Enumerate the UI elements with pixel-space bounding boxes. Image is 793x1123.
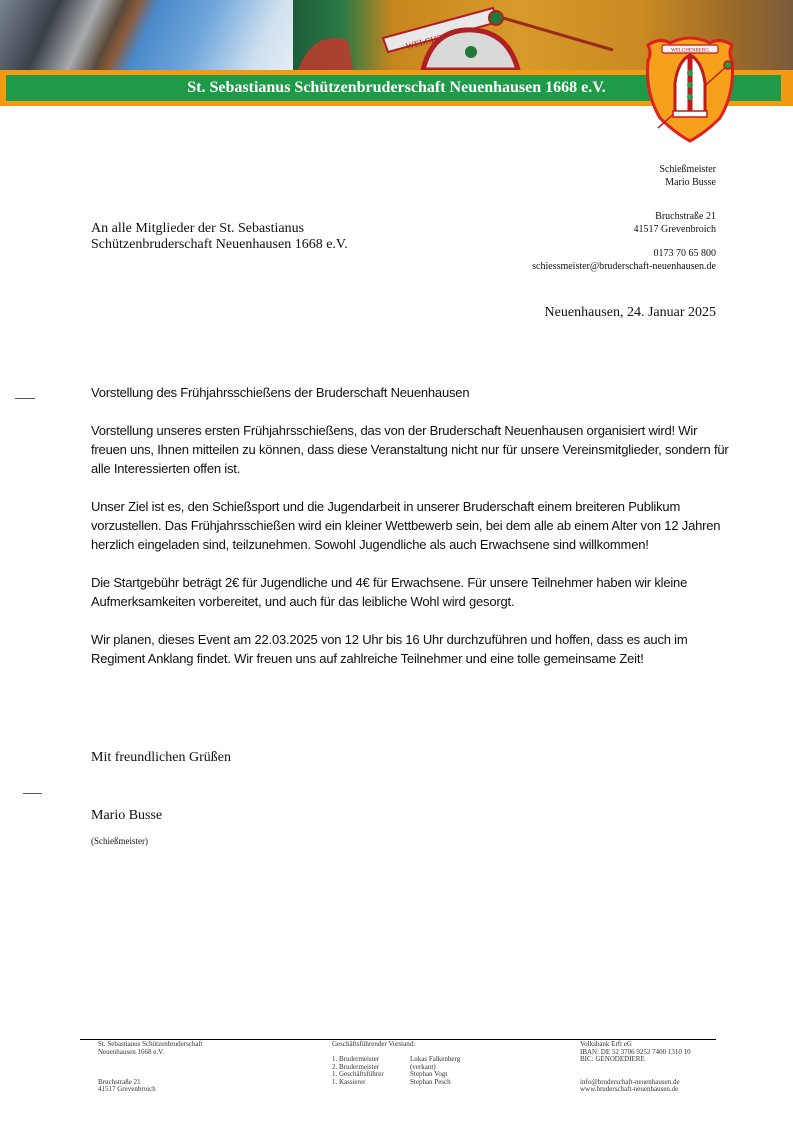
recipient-line-1: An alle Mitglieder der St. Sebastianus [91,221,305,236]
board-member-role: 1. Kassierer [332,1077,366,1086]
crest-ribbon-text: WELCHENBERG [671,48,709,54]
footer-bank-name: Volksbank Erft eG [580,1040,632,1048]
closing-phrase: Mit freundlichen Grüßen [91,750,231,765]
sender-name: Mario Busse [665,176,716,188]
letter-paragraph: Vorstellung unseres ersten Frühjahrsschießens, das von der Bruderschaft Neuenhausen organisiert wird! Wir freuen uns, Ihnen mitteilen zu können, dass diese Veranstaltung nicht nur für unsere Vereinsmitglieder, sondern für alle Interessierten offen ist. [91,423,729,476]
banner-photo-sky-flagpole [0,0,300,70]
footer-org-line-2: Neuenhausen 1668 e.V. [98,1047,164,1056]
board-member-role: 1. Geschäftsführer [332,1070,384,1078]
footer-organization [98,1041,203,1094]
board-member-name: Lukas Falkenberg [410,1055,461,1063]
sender-block [532,164,716,273]
fold-mark-top [15,398,35,399]
footer-org-street: Bruchstraße 21 [98,1077,141,1086]
letter-subject: Vorstellung des Frühjahrsschießens der Bruderschaft Neuenhausen [91,385,470,400]
letter-paragraph: Unser Ziel ist es, den Schießsport und die Jugendarbeit in unserer Bruderschaft einem breiteren Publikum vorzustellen. Das Frühjahrsschießen wird ein kleiner Wettbewerb sein, bei dem alle ab einem Alter von 12 Jahren herzlich eingeladen sind, teilzunehmen. Sowohl Jugendliche als auch Erwachsene sind willkommen! [91,499,721,552]
board-member-name: Stephan Vogt [410,1070,448,1078]
footer-org-city: 41517 Grevenbroich [98,1085,156,1093]
letter-paragraph: Die Startgebühr beträgt 2€ für Jugendliche und 4€ für Erwachsene. Für unsere Teilnehmer haben wir kleine Aufmerksamkeiten vorbereitet, und auch für das leibliche Wohl wird gesorgt. [91,575,688,609]
letter-date: Neuenhausen, 24. Januar 2025 [544,305,716,320]
sender-email[interactable]: schiessmeister@bruderschaft-neuenhausen.de [532,260,716,272]
sender-phone: 0173 70 65 800 [653,248,716,259]
sender-street: Bruchstraße 21 [655,211,716,222]
recipient-address [91,221,348,253]
organization-title: St. Sebastianus Schützenbruderschaft Neuenhausen 1668 e.V. [187,79,606,96]
sender-city: 41517 Grevenbroich [633,223,716,235]
board-member-row [332,1079,460,1087]
footer-email[interactable]: info@bruderschaft-neuenhausen.de [580,1077,680,1086]
footer-board-heading: Geschäftsführender Vorstand: [332,1040,416,1048]
letter-paragraph: Wir planen, dieses Event am 22.03.2025 von 12 Uhr bis 16 Uhr durchzuführen und hoffen, dass es auch im Regiment Anklang findet. Wir freuen uns auf zahlreiche Teilnehmer und eine tolle gemeinsame Zeit! [91,632,688,666]
footer-bank-bic: BIC: GENODEDIERE [580,1055,645,1063]
board-member-name: (verkant) [410,1062,436,1071]
footer-board [332,1041,460,1086]
footer-website[interactable]: www.bruderschaft-neuenhausen.de [580,1085,679,1093]
signer-name: Mario Busse [91,808,163,823]
footer-org-line-1: St. Sebastianus Schützenbruderschaft [98,1040,203,1048]
board-member-role: 2. Brudermeister [332,1062,380,1071]
signer-role: (Schießmeister) [91,836,148,846]
footer-bank-iban: IBAN: DE 52 3706 9252 7400 1310 10 [580,1047,691,1056]
recipient-line-2: Schützenbruderschaft Neuenhausen 1668 e.V. [91,237,348,252]
letter-body [91,383,731,687]
board-member-name: Stephan Pesch [410,1077,451,1086]
sender-role: Schießmeister [659,164,716,175]
board-member-role: 1. Brudermeister [332,1055,380,1063]
fold-mark-bottom [23,793,42,794]
crest-logo-icon [640,33,740,143]
footer-bank [580,1041,691,1094]
